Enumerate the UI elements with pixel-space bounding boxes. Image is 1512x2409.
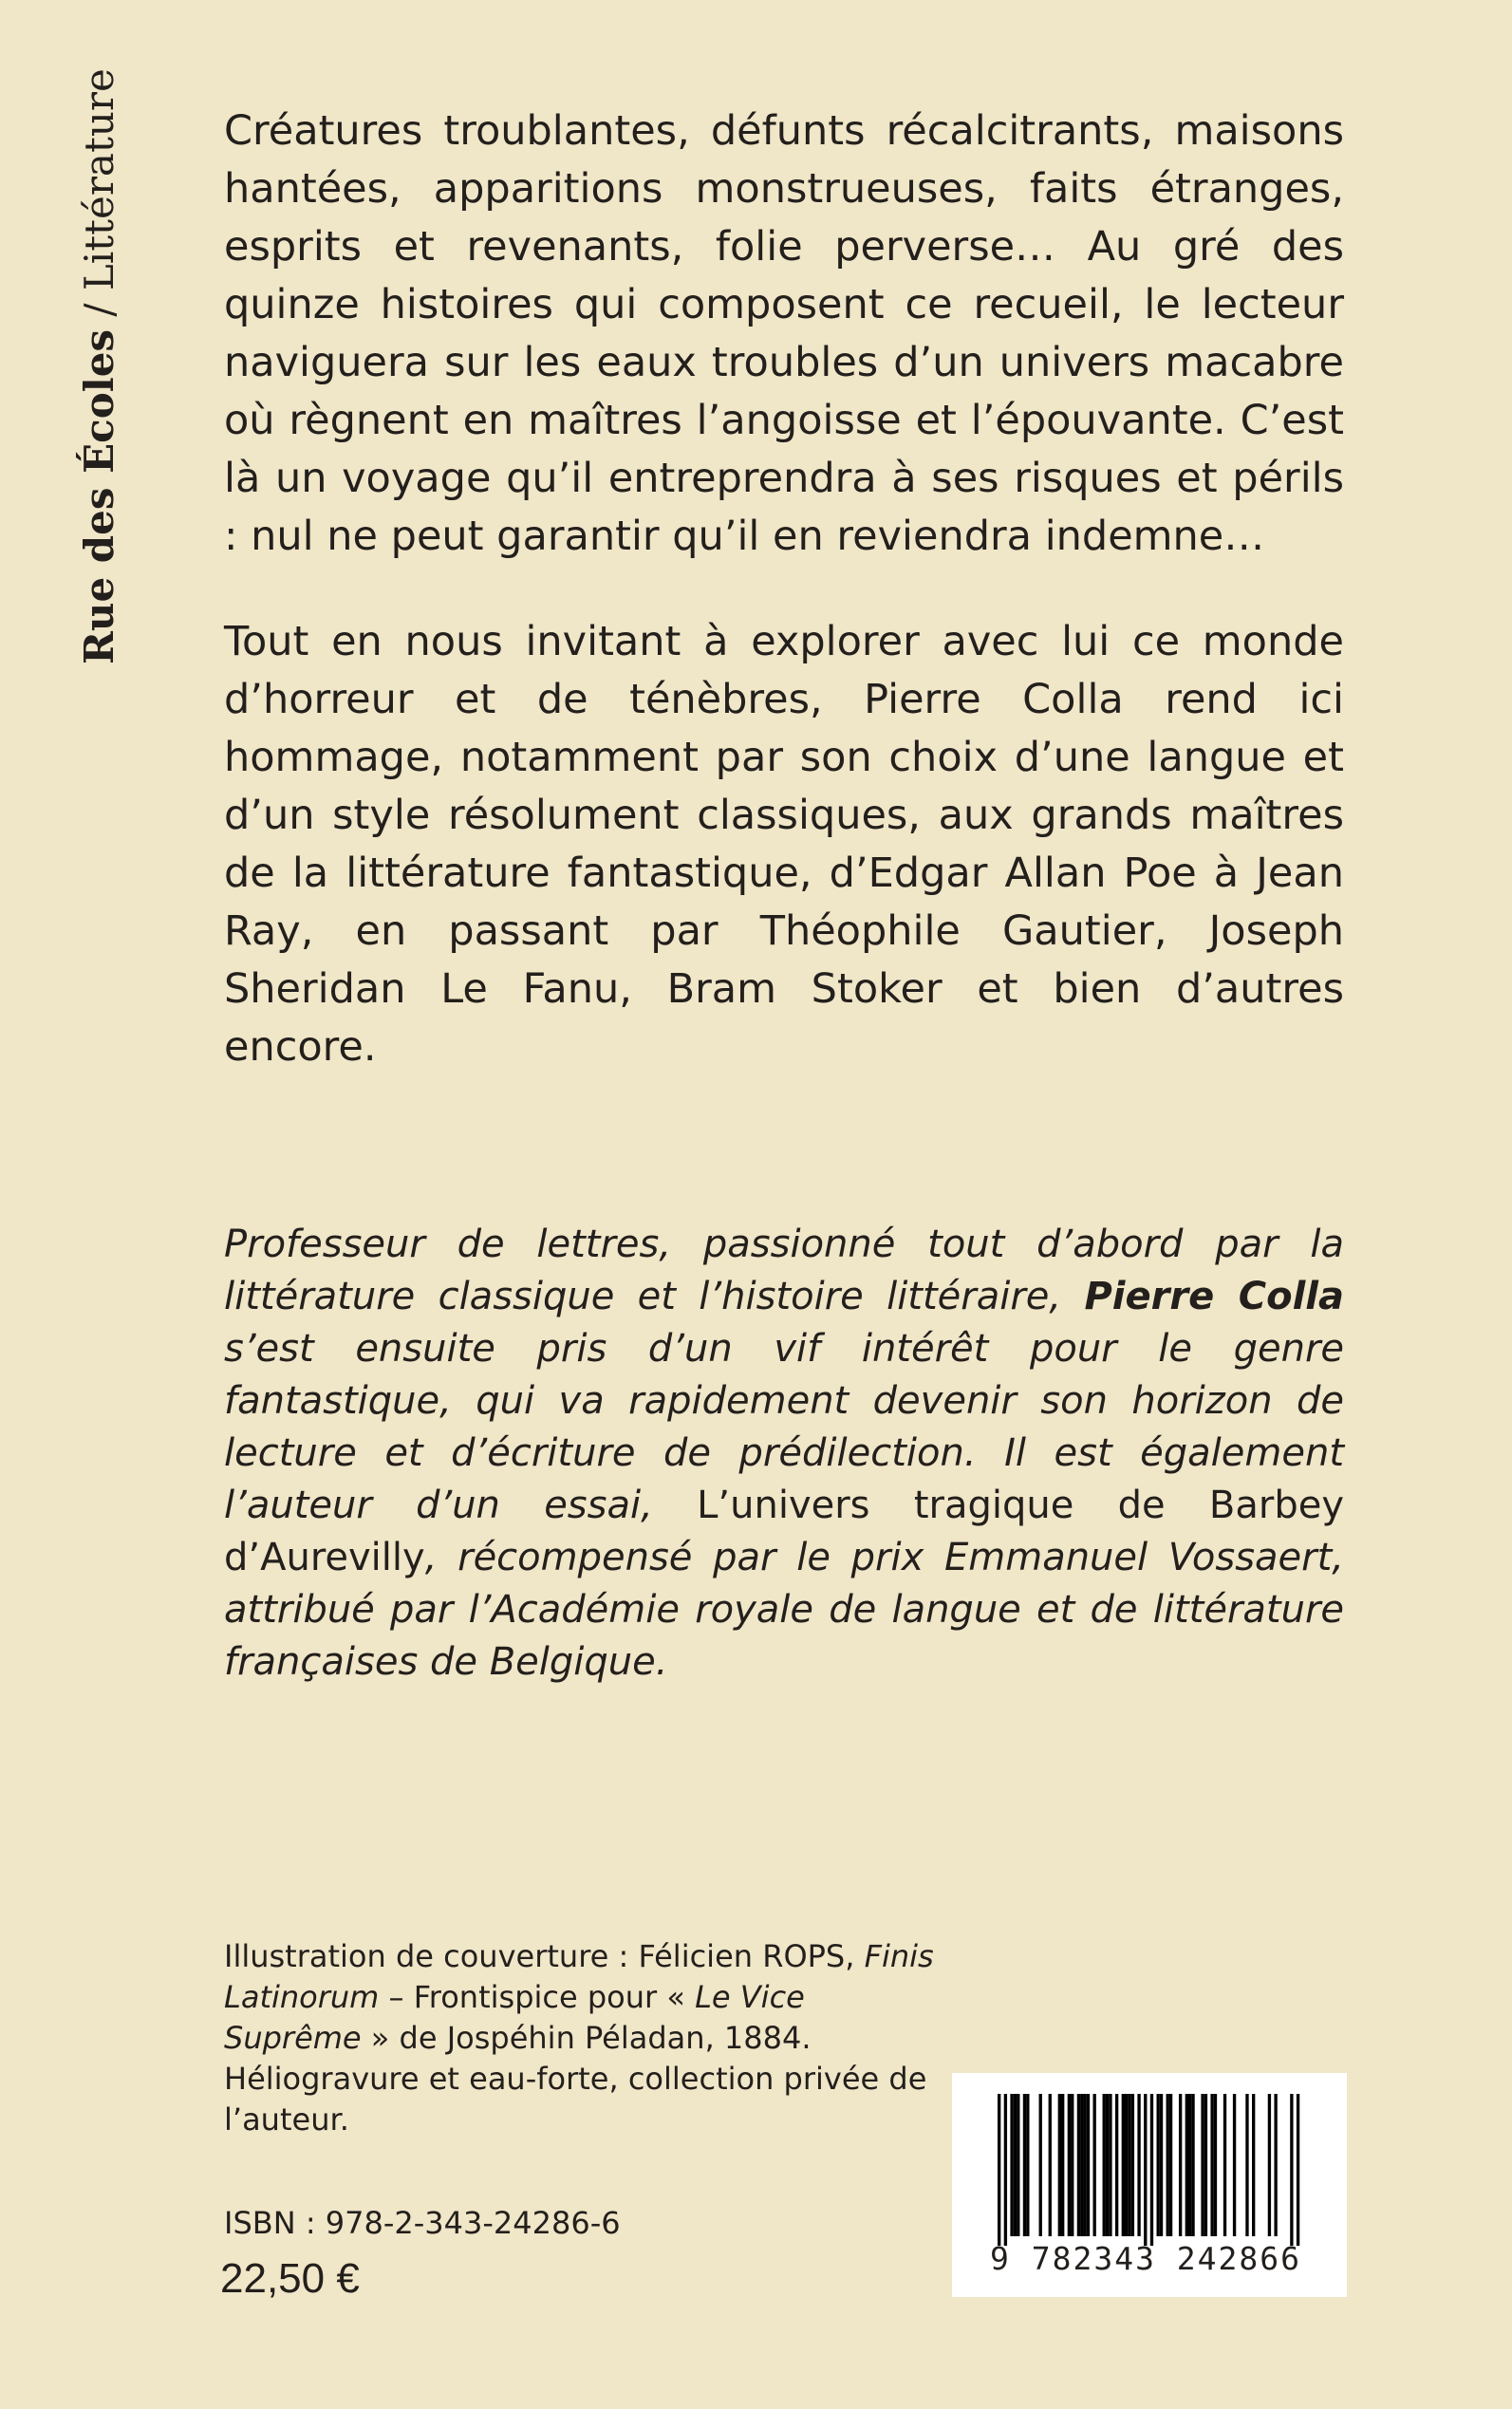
category-name: Littérature [76, 68, 122, 291]
bio-text-2: s’est ensuite pris d’un vif intérêt pour le genre fantastique, qui va rapidement devenir son horizon de lecture et d’écriture de prédilection. Il est également l’auteur d’un essai, [224, 1327, 1344, 1527]
spine-separator: / [76, 290, 122, 329]
barcode-bar [1160, 2094, 1163, 2236]
barcode-bar [1157, 2094, 1160, 2236]
barcode-bar [1210, 2094, 1213, 2236]
barcode-digits: 9 782343 242866 [990, 2240, 1302, 2277]
bio-text-3: , récompensé par le prix Emmanuel Vossaert, attribué par l’Académie royale de langue et de littérature françaises de Belgique. [224, 1536, 1344, 1684]
barcode-guard-bar [1004, 2094, 1007, 2246]
barcode-guard-bar [1297, 2094, 1299, 2246]
bio-text-1: Professeur de lettres, passionné tout d’abord par la littérature classique et l’histoire littéraire, [224, 1223, 1344, 1318]
series-name: Rue des Écoles [76, 328, 122, 664]
barcode-bar [1268, 2094, 1271, 2236]
barcode-bar [1093, 2094, 1096, 2236]
barcode-bar [1103, 2094, 1106, 2236]
work-title: Finis Latinorum [224, 1938, 934, 2015]
credits-text-1: Illustration de couverture : Félicien ROPS, [224, 1938, 865, 1974]
barcode-bar [1167, 2094, 1169, 2236]
barcode-guard-bar [1150, 2094, 1153, 2246]
barcode-bar [1188, 2094, 1191, 2236]
barcode-bar [1128, 2094, 1130, 2236]
barcode-bar [1204, 2094, 1207, 2236]
barcode-bar [1274, 2094, 1277, 2236]
barcode-bar [1179, 2094, 1182, 2236]
barcode-bar [1131, 2094, 1134, 2236]
barcode-bar [1080, 2094, 1083, 2236]
barcode-bar [1201, 2094, 1204, 2236]
barcode-bar [1071, 2094, 1073, 2236]
book-title: Le Vice Suprême [224, 1979, 805, 2056]
barcode-bar [1017, 2094, 1019, 2236]
barcode-bar [1137, 2094, 1140, 2236]
barcode-bar [1214, 2094, 1217, 2236]
barcode-guard-bar [1290, 2094, 1293, 2246]
author-name: Pierre Colla [1084, 1275, 1344, 1318]
barcode-bar [1077, 2094, 1080, 2236]
barcode-bar [1109, 2094, 1111, 2236]
barcode-bar [1010, 2094, 1013, 2236]
blurb-paragraph-2: Tout en nous invitant à explorer avec lui ce monde d’horreur et de ténèbres, Pierre Colla rend ici hommage, notamment par son choix d’une langue et d’un style résolument classiques, aux grands maîtres de la littérature fantastique, d’Edgar Allan Poe à Jean Ray, en passant par Théophile Gautier, Joseph Sheridan Le Fanu, Bram Stoker et bien d’autres encore. [224, 618, 1344, 1071]
barcode-bar [1122, 2094, 1125, 2236]
barcode-bar [1125, 2094, 1128, 2236]
blurb-paragraph-1: Créatures troublantes, défunts récalcitrants, maisons hantées, apparitions monstrueuses, faits étranges, esprits et revenants, folie perverse… Au gré des quinze histoires qui composent ce recueil, le lecteur naviguera sur les eaux troubles d’un univers macabre où règnent en maîtres l’angoisse et l’épouvante. C’est là un voyage qu’il entreprendra à ses risques et périls : nul ne peut garantir qu’il en reviendra indemne… [224, 107, 1344, 560]
barcode-bar [1106, 2094, 1109, 2236]
barcode-guard-bar [998, 2094, 1000, 2246]
barcode-guard-bar [1144, 2094, 1147, 2246]
barcode-bar [1191, 2094, 1194, 2236]
barcode-bar [1026, 2094, 1029, 2236]
barcode-bar [1039, 2094, 1042, 2236]
barcode-bar [1083, 2094, 1086, 2236]
barcode-bar [1023, 2094, 1026, 2236]
barcode-bar [1014, 2094, 1017, 2236]
barcode-bar [1068, 2094, 1071, 2236]
barcode-bar [1169, 2094, 1172, 2236]
barcode-bar [1233, 2094, 1236, 2236]
barcode-bar [1252, 2094, 1255, 2236]
credits-text-3: » de Jospéhin Péladan, 1884. Héliogravure et eau-forte, collection privée de l’auteur. [224, 2020, 927, 2138]
credits-text-2: – Frontispice pour « [379, 1979, 696, 2015]
isbn-label: ISBN : 978-2-343-24286-6 [224, 2205, 621, 2241]
barcode-bar [1223, 2094, 1226, 2236]
barcode-bar [1185, 2094, 1188, 2236]
barcode-bar [1245, 2094, 1248, 2236]
barcode [952, 2073, 1347, 2297]
barcode-bar [1049, 2094, 1052, 2236]
spine-title [71, 57, 128, 664]
essay-title: L’univers tragique de Barbey d’Aurevilly [224, 1484, 1344, 1579]
author-bio [224, 1219, 1344, 1689]
barcode-bar [1058, 2094, 1061, 2236]
price-label: 22,50 € [220, 2255, 360, 2302]
barcode-bar [1061, 2094, 1064, 2236]
barcode-bar [1115, 2094, 1118, 2236]
barcode-bar [1087, 2094, 1090, 2236]
cover-credits [224, 1936, 945, 2140]
